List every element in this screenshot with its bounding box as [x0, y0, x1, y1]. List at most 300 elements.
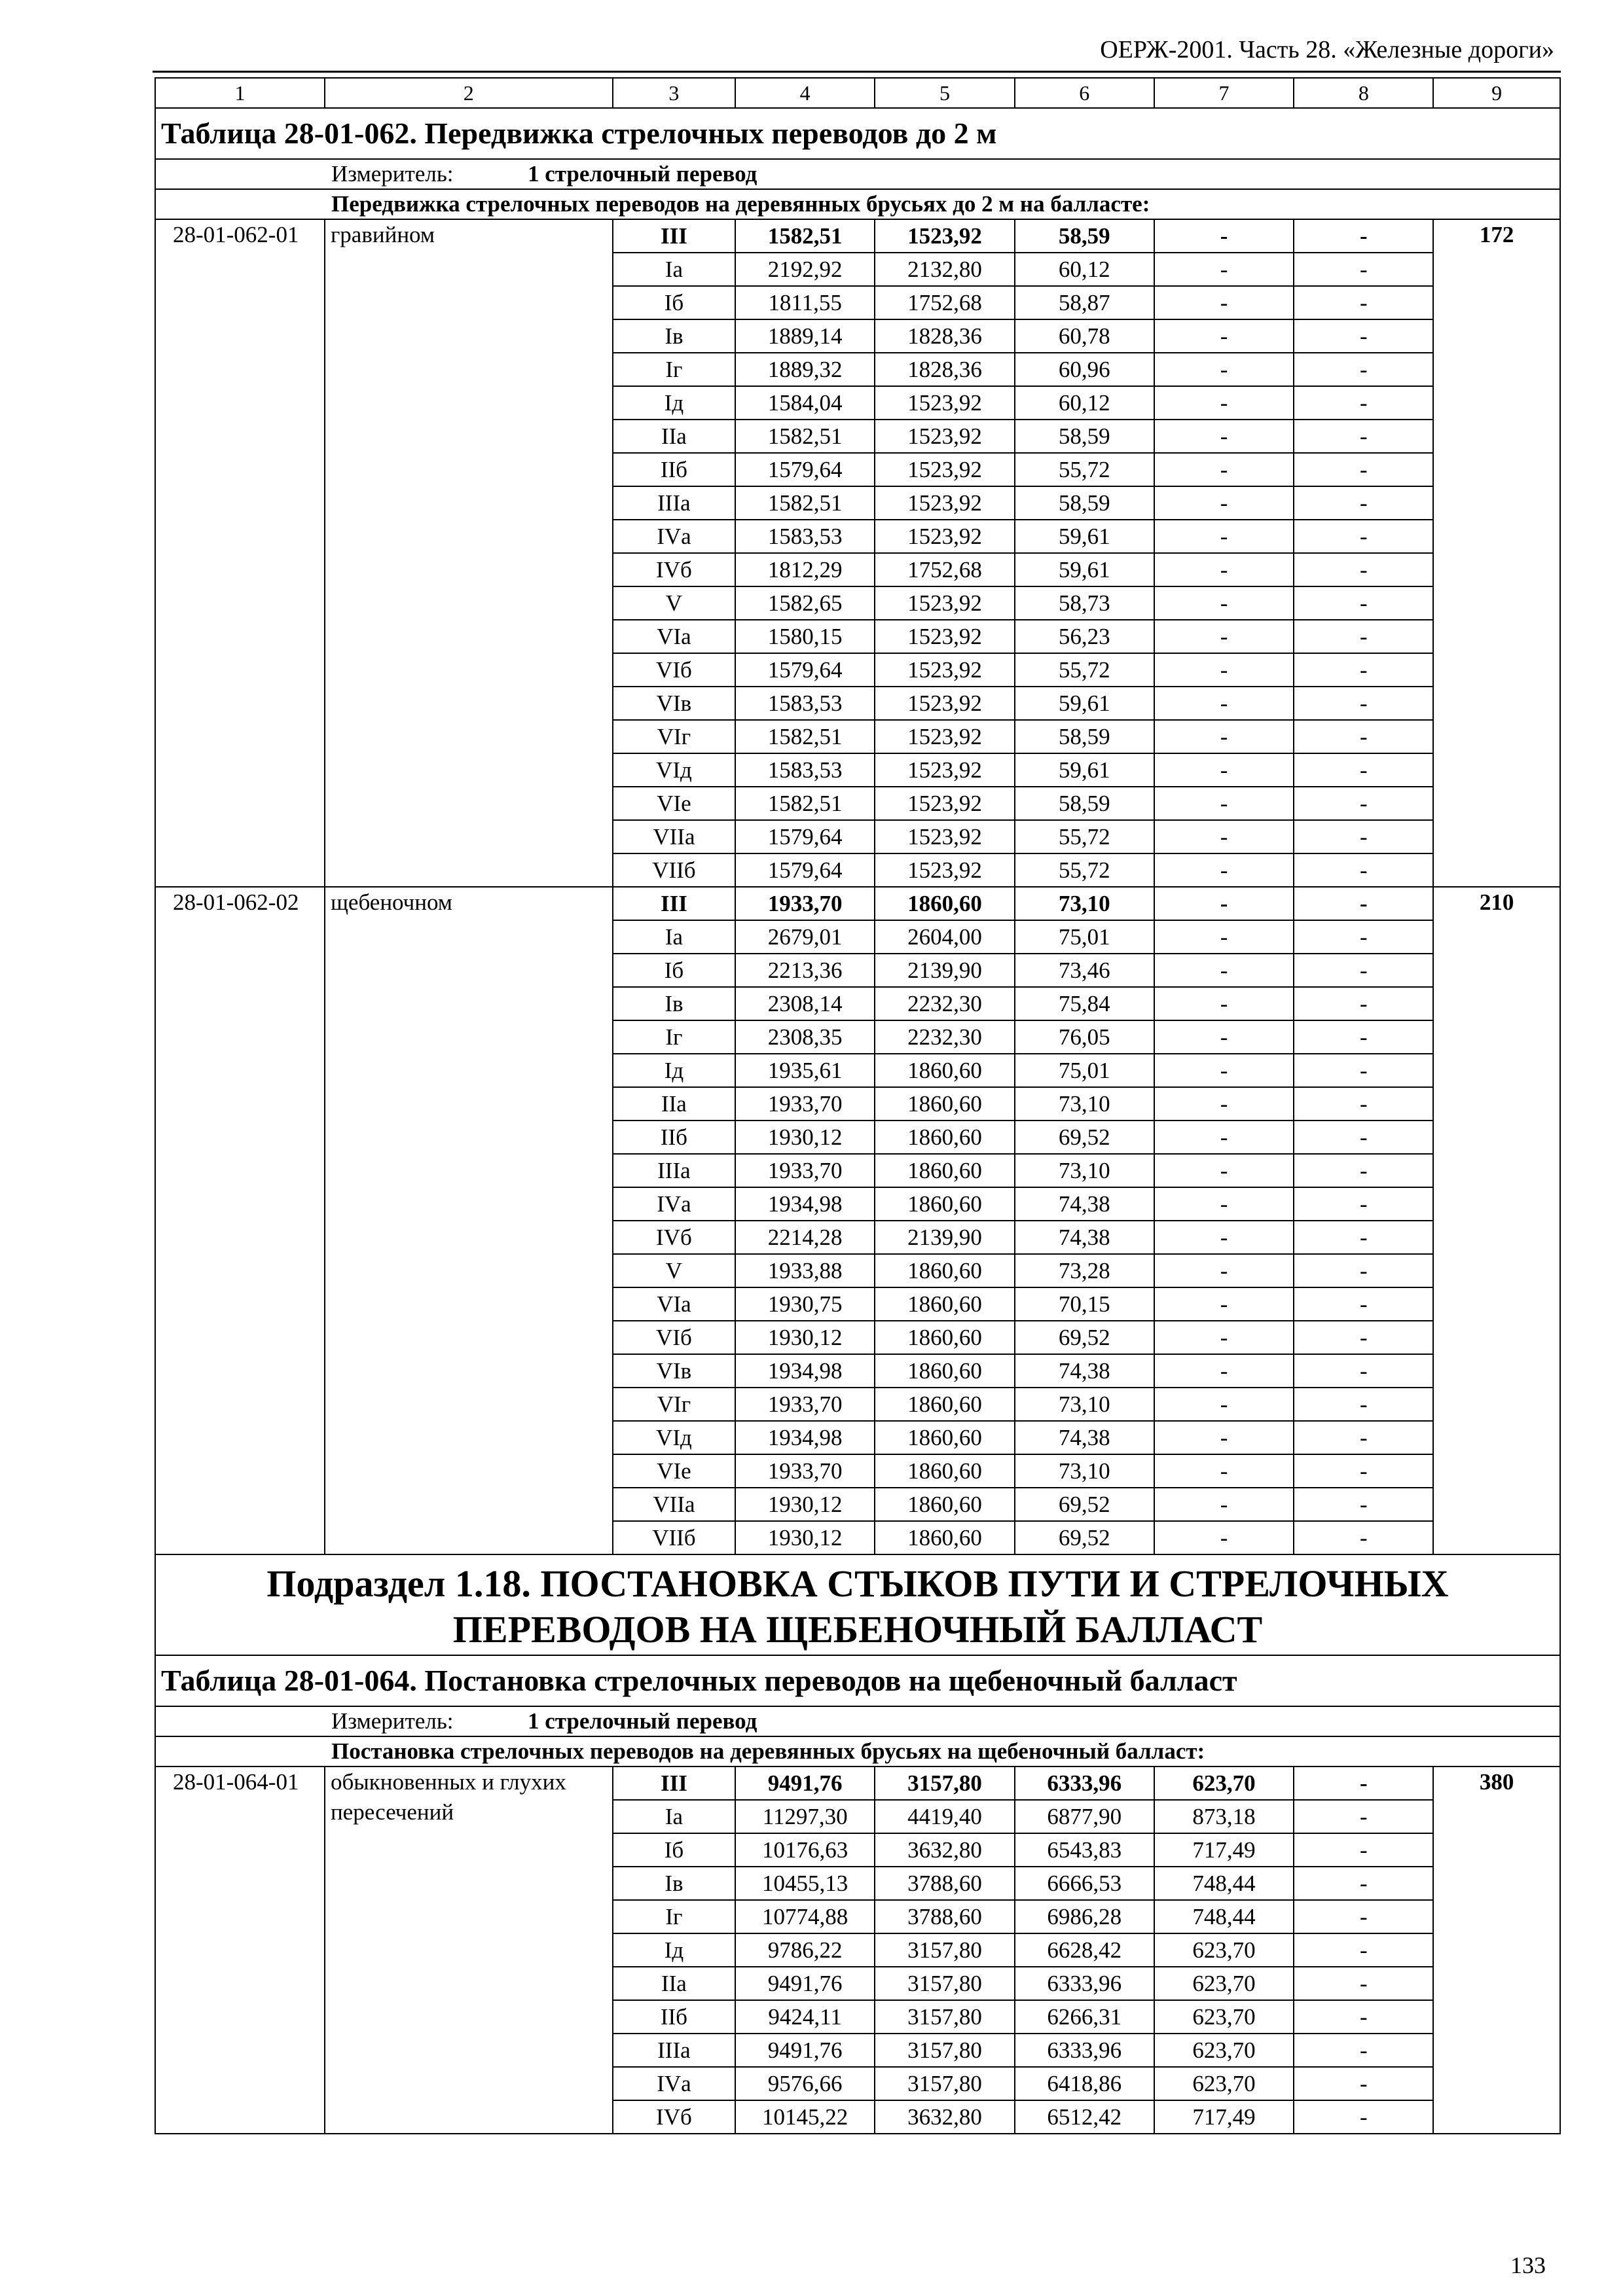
table-cell: 1930,12: [735, 1121, 875, 1154]
measure-label: Измеритель:: [331, 161, 454, 187]
table-cell: 3788,60: [875, 1900, 1015, 1933]
table-cell: 2139,90: [875, 954, 1015, 987]
table-cell: 58,59: [1015, 720, 1154, 753]
table-cell: 55,72: [1015, 853, 1154, 887]
table-cell: 58,59: [1015, 219, 1154, 253]
table-cell: 6666,53: [1015, 1867, 1154, 1900]
table-cell: 9424,11: [735, 2000, 875, 2034]
table-cell: 73,10: [1015, 1388, 1154, 1421]
rate-code: 28-01-062-02: [155, 887, 325, 1554]
table-cell: 1930,12: [735, 1488, 875, 1521]
table-cell: 1812,29: [735, 553, 875, 586]
table-cell: 3157,80: [875, 2067, 1015, 2100]
table-cell: 69,52: [1015, 1121, 1154, 1154]
table-cell: -: [1154, 286, 1294, 319]
table-cell: -: [1294, 1221, 1433, 1254]
table-cell: -: [1154, 853, 1294, 887]
table-cell: 73,10: [1015, 1087, 1154, 1121]
table-cell: IIIа: [613, 2034, 736, 2067]
table-cell: -: [1294, 1054, 1433, 1087]
table-cell: 623,70: [1154, 2067, 1294, 2100]
table-cell: -: [1294, 553, 1433, 586]
table-cell: 748,44: [1154, 1900, 1294, 1933]
table-cell: -: [1154, 1187, 1294, 1221]
table-cell: 1523,92: [875, 420, 1015, 453]
table-cell: -: [1294, 1154, 1433, 1187]
column-number: 8: [1294, 78, 1433, 108]
table-cell: 73,28: [1015, 1254, 1154, 1287]
table-cell: 2679,01: [735, 920, 875, 954]
table-cell: VIIа: [613, 1488, 736, 1521]
table-cell: -: [1294, 1900, 1433, 1933]
table-cell: 717,49: [1154, 2100, 1294, 2134]
table-cell: IVа: [613, 520, 736, 553]
table-cell: -: [1294, 787, 1433, 820]
table-cell: 75,01: [1015, 920, 1154, 954]
table-cell: -: [1294, 1767, 1433, 1800]
table-cell: -: [1294, 1521, 1433, 1554]
table-cell: 74,38: [1015, 1187, 1154, 1221]
table-cell: Iа: [613, 253, 736, 286]
table-cell: 3157,80: [875, 2034, 1015, 2067]
table-cell: -: [1294, 486, 1433, 520]
table-cell: 2139,90: [875, 1221, 1015, 1254]
table-cell: 1580,15: [735, 620, 875, 653]
table-cell: 1582,51: [735, 420, 875, 453]
table-cell: 1934,98: [735, 1421, 875, 1454]
table-cell: 1933,70: [735, 1388, 875, 1421]
table-cell: 9491,76: [735, 1967, 875, 2000]
table-cell: 1934,98: [735, 1354, 875, 1388]
description-row: [155, 189, 1560, 219]
table-cell: 1860,60: [875, 1388, 1015, 1421]
table-cell: 59,61: [1015, 753, 1154, 787]
table-cell: 73,10: [1015, 1154, 1154, 1187]
table-cell: 6266,31: [1015, 2000, 1154, 2034]
table-cell: 2132,80: [875, 253, 1015, 286]
table-cell: 1523,92: [875, 620, 1015, 653]
table-cell: VIIб: [613, 853, 736, 887]
table-cell: 1933,70: [735, 1087, 875, 1121]
table-cell: -: [1294, 620, 1433, 653]
table-cell: -: [1154, 486, 1294, 520]
rate-name: обыкновенных и глухих пересечений: [325, 1767, 613, 2134]
table-cell: -: [1294, 1354, 1433, 1388]
table-cell: 1523,92: [875, 653, 1015, 687]
table-cell: 58,87: [1015, 286, 1154, 319]
table-cell: 75,01: [1015, 1054, 1154, 1087]
rate-code: 28-01-064-01: [155, 1767, 325, 2134]
table-cell: -: [1294, 1121, 1433, 1154]
table-cell: 74,38: [1015, 1421, 1154, 1454]
table-cell: V: [613, 586, 736, 620]
table-cell: 623,70: [1154, 1933, 1294, 1967]
table-cell: 1582,51: [735, 787, 875, 820]
table-cell: 1860,60: [875, 1187, 1015, 1221]
table-cell: Iб: [613, 286, 736, 319]
table-cell: Iв: [613, 1867, 736, 1900]
table-cell: -: [1294, 453, 1433, 486]
table-cell: -: [1154, 1020, 1294, 1054]
table-cell: 1860,60: [875, 1054, 1015, 1087]
table-cell: 2213,36: [735, 954, 875, 987]
table-cell: Iг: [613, 353, 736, 386]
table-cell: -: [1154, 1121, 1294, 1154]
rate-name: щебеночном: [325, 887, 613, 1554]
table-cell: 9786,22: [735, 1933, 875, 1967]
table-cell: 623,70: [1154, 2000, 1294, 2034]
table-cell: 1860,60: [875, 1154, 1015, 1187]
table-cell: 6628,42: [1015, 1933, 1154, 1967]
table-cell: -: [1294, 1287, 1433, 1321]
table-cell: 1930,75: [735, 1287, 875, 1321]
table-cell: V: [613, 1254, 736, 1287]
table-cell: -: [1154, 1087, 1294, 1121]
table-cell: VIд: [613, 1421, 736, 1454]
table-cell: VIIа: [613, 820, 736, 853]
table-cell: VIе: [613, 1454, 736, 1488]
table-cell: 1860,60: [875, 1521, 1015, 1554]
table-cell: -: [1294, 1321, 1433, 1354]
table-cell: Iа: [613, 920, 736, 954]
table-cell: -: [1154, 553, 1294, 586]
table-cell: -: [1154, 1321, 1294, 1354]
table-cell: 9491,76: [735, 2034, 875, 2067]
table-cell: 1935,61: [735, 1054, 875, 1087]
header-rule: [153, 71, 1561, 73]
table-cell: -: [1154, 887, 1294, 920]
column-number: 7: [1154, 78, 1294, 108]
table-cell: -: [1294, 1800, 1433, 1833]
table-cell: -: [1154, 520, 1294, 553]
table-cell: VIг: [613, 720, 736, 753]
column-number: 6: [1015, 78, 1154, 108]
column-number: 1: [155, 78, 325, 108]
table-cell: 1934,98: [735, 1187, 875, 1221]
table-title: Таблица 28-01-062. Передвижка стрелочных переводов до 2 м: [155, 108, 1560, 159]
table-cell: 1582,51: [735, 486, 875, 520]
table-cell: 9576,66: [735, 2067, 875, 2100]
table-cell: 3157,80: [875, 2000, 1015, 2034]
table-cell: -: [1154, 386, 1294, 420]
table-cell: 3632,80: [875, 1833, 1015, 1867]
measure-label: Измеритель:: [331, 1708, 454, 1734]
table-cell: VIд: [613, 753, 736, 787]
table-cell: 1523,92: [875, 453, 1015, 486]
table-cell: IIа: [613, 1087, 736, 1121]
table-cell: 69,52: [1015, 1521, 1154, 1554]
table-cell: -: [1154, 219, 1294, 253]
table-cell: VIб: [613, 1321, 736, 1354]
table-cell: 1582,51: [735, 219, 875, 253]
table-cell: IIб: [613, 453, 736, 486]
column-number: 3: [613, 78, 736, 108]
table-cell: -: [1294, 1254, 1433, 1287]
table-cell: -: [1294, 1488, 1433, 1521]
table-cell: -: [1154, 653, 1294, 687]
table-cell: Iв: [613, 987, 736, 1020]
table-cell: 1860,60: [875, 1354, 1015, 1388]
table-cell: Iб: [613, 954, 736, 987]
table-cell: VIг: [613, 1388, 736, 1421]
table-cell: -: [1294, 1833, 1433, 1867]
table-cell: 76,05: [1015, 1020, 1154, 1054]
table-cell: -: [1154, 1287, 1294, 1321]
table-cell: VIа: [613, 620, 736, 653]
table-cell: -: [1154, 1354, 1294, 1388]
table-cell: 74,38: [1015, 1221, 1154, 1254]
table-cell: -: [1294, 720, 1433, 753]
table-cell: 6986,28: [1015, 1900, 1154, 1933]
table-cell: 3788,60: [875, 1867, 1015, 1900]
table-cell: 1583,53: [735, 520, 875, 553]
table-cell: 1523,92: [875, 753, 1015, 787]
table-cell: 1523,92: [875, 386, 1015, 420]
table-cell: -: [1154, 987, 1294, 1020]
table-cell: 2232,30: [875, 1020, 1015, 1054]
table-cell: 10774,88: [735, 1900, 875, 1933]
table-cell: -: [1294, 286, 1433, 319]
table-cell: 58,73: [1015, 586, 1154, 620]
table-row: [155, 887, 1560, 920]
table-cell: Iб: [613, 1833, 736, 1867]
table-cell: 1860,60: [875, 1454, 1015, 1488]
table-cell: IIб: [613, 1121, 736, 1154]
table-description: Постановка стрелочных переводов на деревянных брусьях на щебеночный балласт:: [155, 1736, 1560, 1767]
table-cell: 3632,80: [875, 2100, 1015, 2134]
table-cell: -: [1154, 353, 1294, 386]
table-cell: 58,59: [1015, 787, 1154, 820]
table-cell: -: [1294, 1388, 1433, 1421]
table-cell: -: [1294, 353, 1433, 386]
table-cell: -: [1294, 1867, 1433, 1900]
table-cell: 1752,68: [875, 286, 1015, 319]
table-cell: -: [1294, 853, 1433, 887]
measure-value: 1 стрелочный перевод: [528, 161, 757, 187]
table-cell: -: [1294, 753, 1433, 787]
table-title-row: [155, 1655, 1560, 1706]
table-cell: 1752,68: [875, 553, 1015, 586]
table-cell: IIIа: [613, 486, 736, 520]
table-cell: -: [1294, 253, 1433, 286]
measure-row: [155, 159, 1560, 189]
table-cell: 60,12: [1015, 253, 1154, 286]
table-cell: 55,72: [1015, 653, 1154, 687]
table-cell: 1811,55: [735, 286, 875, 319]
table-cell: Iд: [613, 1054, 736, 1087]
table-cell: Iд: [613, 1933, 736, 1967]
table-cell: 623,70: [1154, 2034, 1294, 2067]
table-cell: IVб: [613, 1221, 736, 1254]
column-number: 5: [875, 78, 1015, 108]
table-cell: III: [613, 219, 736, 253]
table-cell: 55,72: [1015, 820, 1154, 853]
table-cell: -: [1294, 2034, 1433, 2067]
table-cell: 1579,64: [735, 653, 875, 687]
table-cell: 1584,04: [735, 386, 875, 420]
table-cell: 56,23: [1015, 620, 1154, 653]
table-cell: 3157,80: [875, 1967, 1015, 2000]
table-cell: -: [1154, 420, 1294, 453]
table-cell: 75,84: [1015, 987, 1154, 1020]
table-cell: 6512,42: [1015, 2100, 1154, 2134]
subsection-title: Подраздел 1.18. ПОСТАНОВКА СТЫКОВ ПУТИ И СТРЕЛОЧНЫХ ПЕРЕВОДОВ НА ЩЕБЕНОЧНЫЙ БАЛЛАСТ: [155, 1554, 1560, 1655]
table-cell: 1523,92: [875, 486, 1015, 520]
table-cell: VIб: [613, 653, 736, 687]
column-number: 4: [735, 78, 875, 108]
table-cell: 6333,96: [1015, 2034, 1154, 2067]
table-cell: -: [1154, 1388, 1294, 1421]
table-cell: 1523,92: [875, 853, 1015, 887]
table-cell: -: [1294, 1187, 1433, 1221]
table-cell: -: [1294, 820, 1433, 853]
page-number: 133: [1510, 2252, 1546, 2278]
rate-total: 210: [1433, 887, 1560, 1554]
table-cell: 69,52: [1015, 1488, 1154, 1521]
column-number: 9: [1433, 78, 1560, 108]
table-cell: VIIб: [613, 1521, 736, 1554]
table-cell: IIб: [613, 2000, 736, 2034]
table-cell: 2604,00: [875, 920, 1015, 954]
table-cell: 1930,12: [735, 1321, 875, 1354]
table-cell: -: [1154, 687, 1294, 720]
table-cell: -: [1294, 1933, 1433, 1967]
table-cell: 2214,28: [735, 1221, 875, 1254]
table-cell: IIа: [613, 420, 736, 453]
table-cell: Iа: [613, 1800, 736, 1833]
table-cell: -: [1294, 987, 1433, 1020]
table-cell: 11297,30: [735, 1800, 875, 1833]
table-cell: -: [1154, 1454, 1294, 1488]
table-cell: -: [1294, 653, 1433, 687]
table-cell: IIа: [613, 1967, 736, 2000]
table-cell: 59,61: [1015, 553, 1154, 586]
table-cell: 623,70: [1154, 1967, 1294, 2000]
table-cell: 1933,70: [735, 887, 875, 920]
table-cell: 10455,13: [735, 1867, 875, 1900]
table-row: [155, 219, 1560, 253]
table-cell: IIIа: [613, 1154, 736, 1187]
rates-table: [155, 77, 1561, 2134]
table-cell: 1583,53: [735, 753, 875, 787]
table-cell: 9491,76: [735, 1767, 875, 1800]
table-cell: -: [1154, 920, 1294, 954]
table-cell: -: [1154, 820, 1294, 853]
table-cell: 59,61: [1015, 520, 1154, 553]
table-cell: -: [1154, 453, 1294, 486]
table-cell: 1523,92: [875, 720, 1015, 753]
table-cell: 10176,63: [735, 1833, 875, 1867]
table-cell: VIв: [613, 687, 736, 720]
table-cell: -: [1154, 753, 1294, 787]
table-cell: Iв: [613, 319, 736, 353]
table-cell: 1523,92: [875, 820, 1015, 853]
table-cell: -: [1154, 1054, 1294, 1087]
table-cell: -: [1154, 720, 1294, 753]
table-cell: -: [1294, 2067, 1433, 2100]
table-cell: -: [1294, 954, 1433, 987]
table-cell: 2308,14: [735, 987, 875, 1020]
table-title-row: [155, 108, 1560, 159]
table-cell: 1582,65: [735, 586, 875, 620]
table-cell: 60,96: [1015, 353, 1154, 386]
table-cell: Iг: [613, 1900, 736, 1933]
subsection-row: [155, 1554, 1560, 1655]
table-cell: VIв: [613, 1354, 736, 1388]
table-cell: 1860,60: [875, 1421, 1015, 1454]
table-cell: 6333,96: [1015, 1967, 1154, 2000]
table-cell: 58,59: [1015, 420, 1154, 453]
table-cell: -: [1154, 787, 1294, 820]
table-cell: 1860,60: [875, 1488, 1015, 1521]
table-cell: 60,78: [1015, 319, 1154, 353]
table-cell: -: [1294, 219, 1433, 253]
table-cell: -: [1154, 1521, 1294, 1554]
table-cell: 60,12: [1015, 386, 1154, 420]
table-cell: III: [613, 1767, 736, 1800]
table-cell: -: [1154, 1421, 1294, 1454]
table-cell: -: [1294, 1087, 1433, 1121]
table-cell: 1889,14: [735, 319, 875, 353]
table-cell: 74,38: [1015, 1354, 1154, 1388]
table-cell: -: [1154, 1221, 1294, 1254]
table-cell: 69,52: [1015, 1321, 1154, 1354]
rate-total: 172: [1433, 219, 1560, 887]
table-cell: 55,72: [1015, 453, 1154, 486]
table-cell: 1933,88: [735, 1254, 875, 1287]
table-cell: 1523,92: [875, 586, 1015, 620]
table-cell: 2232,30: [875, 987, 1015, 1020]
table-cell: 1860,60: [875, 887, 1015, 920]
table-cell: -: [1294, 319, 1433, 353]
table-cell: 1828,36: [875, 353, 1015, 386]
rate-name: гравийном: [325, 219, 613, 887]
measure-cell: [155, 1706, 1560, 1736]
table-cell: IVб: [613, 2100, 736, 2134]
table-cell: 1582,51: [735, 720, 875, 753]
table-cell: -: [1154, 319, 1294, 353]
rate-code: 28-01-062-01: [155, 219, 325, 887]
table-title: Таблица 28-01-064. Постановка стрелочных переводов на щебеночный балласт: [155, 1655, 1560, 1706]
table-cell: Iг: [613, 1020, 736, 1054]
measure-value: 1 стрелочный перевод: [528, 1708, 757, 1734]
table-cell: Iд: [613, 386, 736, 420]
table-cell: -: [1294, 586, 1433, 620]
table-cell: -: [1294, 2000, 1433, 2034]
table-cell: 1828,36: [875, 319, 1015, 353]
table-cell: 1860,60: [875, 1287, 1015, 1321]
table-cell: 1523,92: [875, 219, 1015, 253]
table-cell: -: [1294, 687, 1433, 720]
table-cell: 3157,80: [875, 1933, 1015, 1967]
table-cell: 1860,60: [875, 1321, 1015, 1354]
table-cell: 1523,92: [875, 520, 1015, 553]
table-cell: -: [1154, 1154, 1294, 1187]
running-header: ОЕРЖ-2001. Часть 28. «Железные дороги»: [1100, 36, 1554, 63]
table-cell: 2192,92: [735, 253, 875, 286]
table-cell: 2308,35: [735, 1020, 875, 1054]
table-cell: 1583,53: [735, 687, 875, 720]
table-cell: 6543,83: [1015, 1833, 1154, 1867]
table-cell: 73,10: [1015, 1454, 1154, 1488]
table-cell: 1579,64: [735, 453, 875, 486]
table-cell: -: [1294, 520, 1433, 553]
table-cell: 1933,70: [735, 1454, 875, 1488]
measure-row: [155, 1706, 1560, 1736]
table-cell: 70,15: [1015, 1287, 1154, 1321]
table-cell: IVб: [613, 553, 736, 586]
table-cell: 6418,86: [1015, 2067, 1154, 2100]
